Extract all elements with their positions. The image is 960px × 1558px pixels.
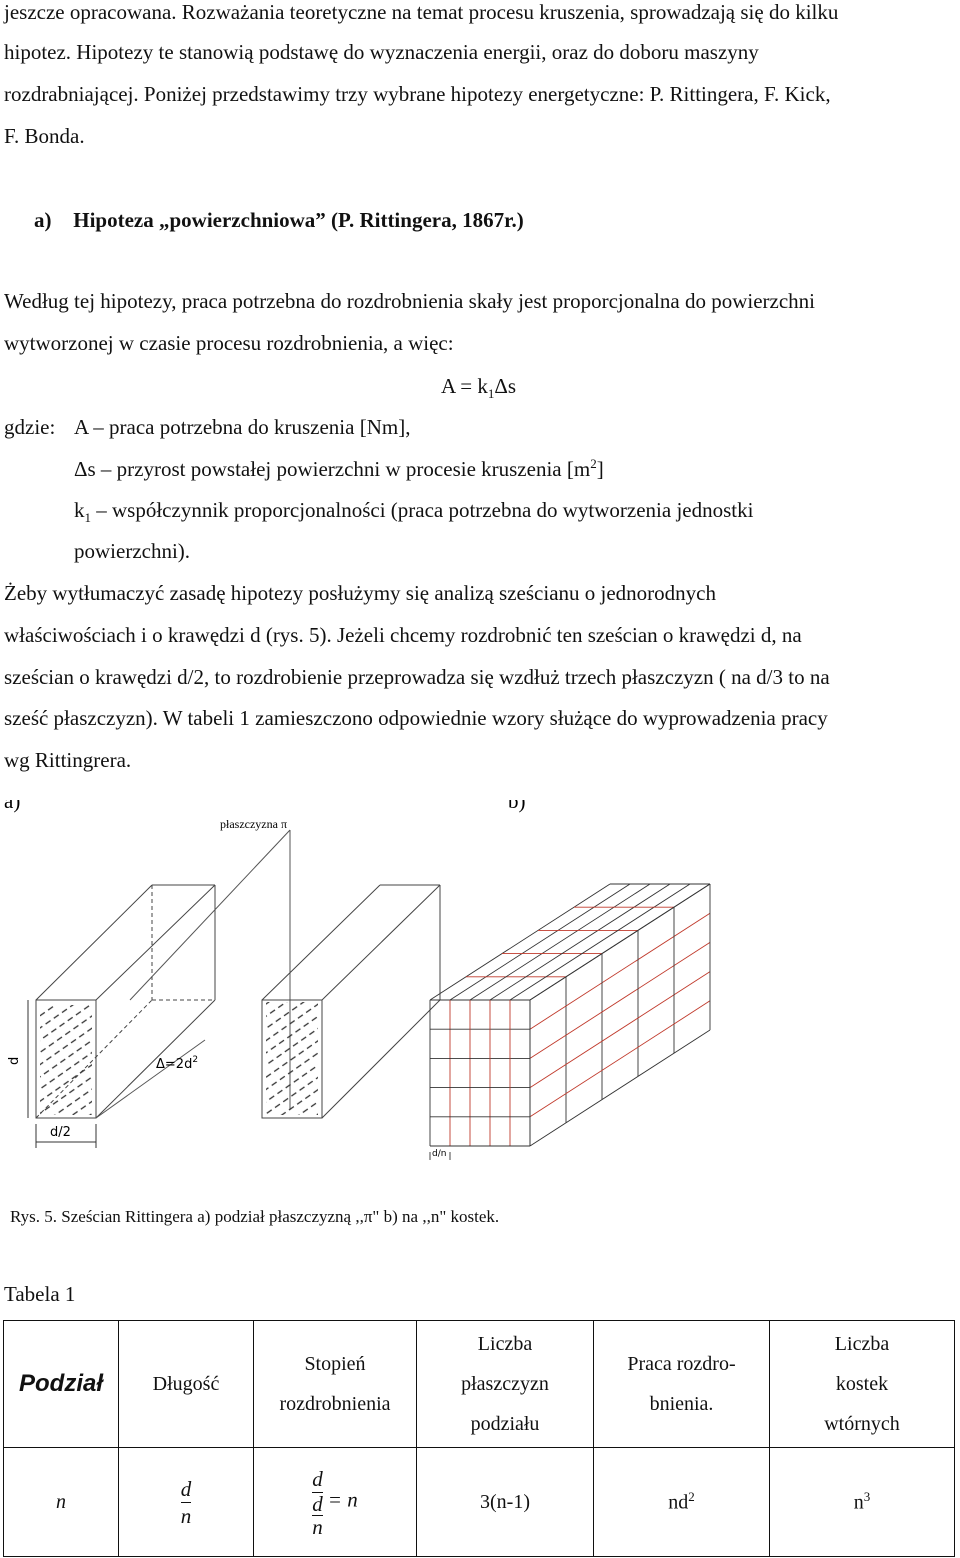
td-kostki-text: n: [853, 1491, 864, 1514]
td-podzial-text: n: [56, 1490, 66, 1513]
td-praca-text: nd: [668, 1491, 689, 1514]
th-dlugosc: [119, 1321, 254, 1448]
grid-cube: [430, 884, 710, 1160]
paragraph-line: wytworzonej w czasie procesu rozdrobnienia, a więc:: [4, 331, 454, 355]
definition-ds-sup: 2: [590, 456, 597, 471]
figure-drawing: [0, 800, 960, 1180]
dim-d-label: d: [7, 1056, 22, 1065]
td-praca-sup: 2: [688, 1489, 695, 1505]
paragraph-line: wg Rittingrera.: [4, 748, 132, 772]
table-header-row: [4, 1321, 955, 1448]
th-praca-line: Praca rozdro-: [627, 1353, 736, 1375]
cutting-plane: [96, 830, 290, 1118]
grid-line: [530, 972, 710, 1088]
th-stopien: [254, 1321, 417, 1448]
td-plaszczyzny-text: 3(n-1): [480, 1490, 530, 1513]
definition-ds-text: Δs – przyrost powstałej powierzchni w procesie kruszenia [m: [74, 457, 591, 481]
th-kostki-line: Liczba: [834, 1333, 890, 1355]
frac-den: n: [180, 1503, 192, 1528]
td-stopien: [254, 1448, 417, 1557]
frac-den: n: [312, 1515, 323, 1539]
th-dlugosc-text: Długość: [152, 1373, 220, 1395]
th-liczba-line: płaszczyzn: [461, 1373, 549, 1395]
frac-num: d: [312, 1467, 323, 1491]
grid-line: [530, 1030, 710, 1146]
th-praca: [594, 1321, 770, 1448]
grid-line: [530, 942, 710, 1058]
table-row: [4, 1448, 955, 1557]
td-dlugosc: [119, 1448, 254, 1557]
th-podzial-text: Podział: [18, 1369, 103, 1397]
grid-line: [470, 884, 650, 1000]
delta-label: $\Delta=2d^2$: [156, 1055, 199, 1072]
grid-line: [530, 884, 710, 1000]
th-stopien-line: Stopień: [304, 1353, 366, 1375]
td-podzial: [4, 1448, 119, 1557]
grid-line: [490, 884, 670, 1000]
paragraph-line: sześcian o krawędzi d/2, to rozdrobienie przeprowadza się wzdłuż trzech płaszczyzn ( na d/3 to na: [4, 665, 830, 689]
definition-ds: [74, 456, 604, 482]
formula: [441, 374, 516, 402]
paragraph-line: właściwościach i o krawędzi d (rys. 5). Jeżeli chcemy rozdrobnić ten sześcian o krawędzi d, na: [4, 623, 802, 647]
paragraph-line: sześć płaszczyzn). W tabeli 1 zamieszczono odpowiednie wzory służące do wyprowadzenia pracy: [4, 706, 828, 730]
formula-sub: 1: [487, 386, 495, 402]
paragraph-line: Żeby wytłumaczyć zasadę hipotezy posłużymy się analizą sześcianu o jednorodnych: [4, 581, 716, 605]
grid-line: [530, 1001, 710, 1117]
fraction-stopien: [312, 1466, 323, 1538]
dim-d2-label: d/2: [50, 1125, 71, 1140]
hatched-face-left: [40, 1005, 92, 1115]
paragraph-line: jeszcze opracowana. Rozważania teoretyczne na temat procesu kruszenia, sprowadzają się do kilku: [4, 0, 839, 24]
paragraph-line: hipotez. Hipotezy te stanowią podstawę do wyznaczenia energii, oraz do doboru maszyny: [4, 40, 759, 64]
section-heading: [34, 208, 524, 233]
paragraph-line: Według tej hipotezy, praca potrzebna do rozdrobnienia skały jest proporcjonalna do powierzchni: [4, 289, 815, 313]
fraction-d-over-n: [181, 1476, 192, 1529]
heading-text: Hipoteza „powierzchniowa” (P. Rittingera, 1867r.): [73, 208, 524, 232]
formula-rhs: Δs: [494, 374, 517, 398]
th-kostki: [770, 1321, 955, 1448]
definition-k-sub: 1: [84, 510, 91, 526]
hatched-face-right: [266, 1002, 318, 1115]
table-title: Tabela 1: [4, 1282, 76, 1306]
th-kostki-line: wtórnych: [824, 1413, 900, 1435]
td-kostki: [770, 1448, 955, 1557]
frac-num: d: [180, 1476, 192, 1501]
grid-line: [430, 884, 610, 1000]
th-liczba-plaszczyzn: [417, 1321, 594, 1448]
td-praca: [594, 1448, 770, 1557]
definition-k1: [74, 498, 753, 526]
paragraph-line: F. Bonda.: [4, 124, 85, 148]
table-1: [3, 1320, 955, 1557]
nested-fraction: [312, 1493, 323, 1538]
definition-A: A – praca potrzebna do kruszenia [Nm],: [74, 415, 411, 439]
grid-line: [510, 884, 690, 1000]
definition-ds-end: ]: [596, 457, 604, 481]
definitions-intro: gdzie:: [4, 415, 56, 439]
th-podzial: [4, 1321, 119, 1448]
formula-lhs: A = k: [441, 374, 488, 398]
th-liczba-line: Liczba: [477, 1333, 533, 1355]
heading-label: a): [34, 208, 52, 232]
definition-k1-cont: powierzchni).: [74, 539, 191, 563]
paragraph-line: rozdrabniającej. Poniżej przedstawimy trzy wybrane hipotezy energetyczne: P. Rittingera, F. Kick,: [4, 82, 831, 106]
frac-num: d: [312, 1492, 323, 1516]
th-praca-line: bnienia.: [649, 1393, 714, 1415]
figure-rittinger-cube: [0, 800, 960, 1180]
dim-dn-label: d/n: [432, 1149, 447, 1159]
th-kostki-line: kostek: [835, 1373, 889, 1395]
figure-label-b: b): [508, 800, 526, 813]
stopien-eq: = n: [327, 1487, 358, 1512]
figure-caption: Rys. 5. Sześcian Rittingera a) podział płaszczyzną ,,π" b) na ,,n" kostek.: [10, 1207, 500, 1226]
td-kostki-sup: 3: [863, 1489, 871, 1505]
plane-label: płaszczyzna π: [220, 817, 288, 831]
definition-k-letter: k: [74, 498, 85, 522]
th-liczba-line: podziału: [470, 1413, 540, 1435]
figure-label-a: a): [4, 800, 21, 813]
definition-k-text: – współczynnik proporcjonalności (praca potrzebna do wytworzenia jednostki: [91, 498, 754, 522]
td-plaszczyzny: [417, 1448, 594, 1557]
th-stopien-line: rozdrobnienia: [279, 1393, 391, 1415]
